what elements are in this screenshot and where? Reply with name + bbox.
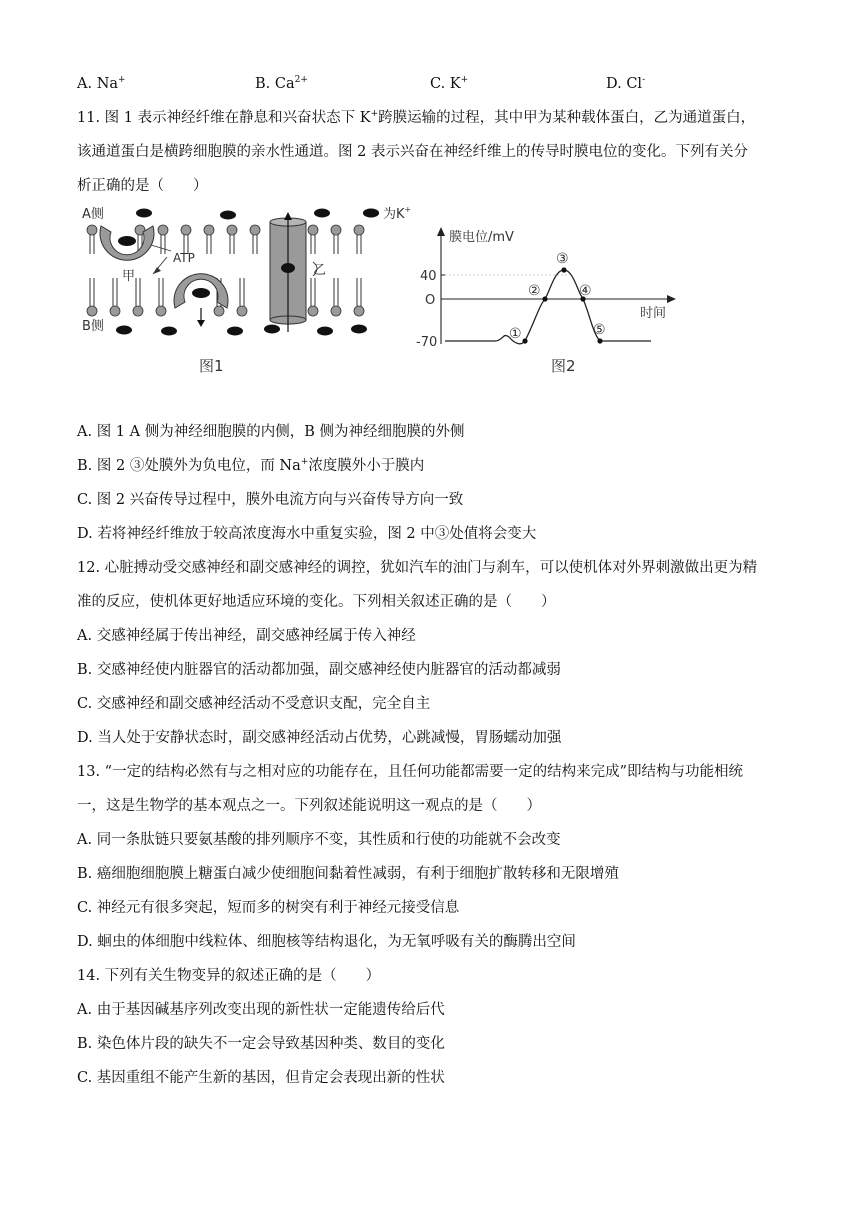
- q12-option-d: D. 当人处于安静状态时，副交感神经活动占优势，心跳减慢，胃肠蠕动加强: [77, 730, 562, 746]
- q11-stem-line-3: 析正确的是（ ）: [77, 178, 208, 194]
- marker-5: ⑤: [593, 322, 606, 338]
- x-axis-arrow-icon: [667, 295, 676, 303]
- q14-stem: 14. 下列有关生物变异的叙述正确的是（ ）: [77, 968, 381, 984]
- figure-1-caption: 图1: [199, 357, 224, 375]
- q11-option-c: C. 图 2 兴奋传导过程中，膜外电流方向与兴奋传导方向一致: [77, 492, 464, 508]
- q14-option-b: B. 染色体片段的缺失不一定会导致基因种类、数目的变化: [77, 1036, 445, 1052]
- q14-option-a: A. 由于基因碱基序列改变出现的新性状一定能遗传给后代: [77, 1002, 445, 1018]
- option-a-na: A. Na+: [77, 75, 126, 92]
- option-c-k: C. K+: [430, 75, 469, 92]
- legend-k-label: 为K+: [383, 205, 412, 222]
- q13-stem-line-2: 一，这是生物学的基本观点之一。下列叙述能说明这一观点的是（ ）: [77, 798, 541, 814]
- carrier-jia-label: 甲: [122, 269, 136, 284]
- q11-option-a: A. 图 1 A 侧为神经细胞膜的内侧，B 侧为神经细胞膜的外侧: [77, 424, 465, 440]
- marker-1: ①: [509, 326, 522, 342]
- figure-2-caption: 图2: [551, 357, 576, 375]
- q13-option-c: C. 神经元有很多突起，短而多的树突有利于神经元接受信息: [77, 900, 460, 916]
- option-d-cl: D. Cl-: [606, 75, 646, 92]
- side-a-label: A侧: [82, 207, 104, 222]
- figure-2-potential-graph: [416, 227, 676, 375]
- q12-option-b: B. 交感神经使内脏器官的活动都加强，副交感神经使内脏器官的活动都减弱: [77, 662, 561, 678]
- q11-option-b: B. 图 2 ③处膜外为负电位，而 Na+浓度膜外小于膜内: [77, 457, 425, 474]
- potential-curve: [445, 270, 651, 344]
- option-b-ca: B. $Ca^{2+}$: [255, 75, 308, 92]
- q13-option-a: A. 同一条肽链只要氨基酸的排列顺序不变，其性质和行使的功能就不会改变: [77, 832, 561, 848]
- q11-stem-line-1: 11. 图 1 表示神经纤维在静息和兴奋状态下 K+跨膜运输的过程，其中甲为某种载体蛋白，乙为通道蛋白，: [77, 109, 756, 126]
- y-axis-label: 膜电位/mV: [449, 230, 514, 245]
- marker-4: ④: [579, 283, 592, 299]
- marker-3: ③: [556, 251, 569, 267]
- marker-2: ②: [528, 283, 541, 299]
- x-axis-label: 时间: [640, 306, 667, 321]
- q12-option-c: C. 交感神经和副交感神经活动不受意识支配，完全自主: [77, 696, 431, 712]
- k-ion-legend-icon: [363, 209, 379, 218]
- y-axis-arrow-icon: [437, 227, 445, 236]
- q11-figures: [77, 196, 697, 381]
- tick-0: O: [425, 293, 436, 308]
- side-b-label: B侧: [82, 319, 104, 334]
- q12-option-a: A. 交感神经属于传出神经，副交感神经属于传入神经: [77, 628, 416, 644]
- q13-option-b: B. 癌细胞细胞膜上糖蛋白减少使细胞间黏着性减弱，有利于细胞扩散转移和无限增殖: [77, 866, 619, 882]
- tick-minus-70: -70: [416, 335, 438, 350]
- q11-stem-line-2: 该通道蛋白是横跨细胞膜的亲水性通道。图 2 表示兴奋在神经纤维上的传导时膜电位的变化。下列有关分: [77, 144, 748, 160]
- q12-stem-line-2: 准的反应，使机体更好地适应环境的变化。下列相关叙述正确的是（ ）: [77, 594, 556, 610]
- channel-yi-label: 乙: [313, 263, 327, 278]
- q13-stem-line-1: 13. “一定的结构必然有与之相对应的功能存在，且任何功能都需要一定的结构来完成”即结构与功能相统: [77, 764, 743, 780]
- q14-option-c: C. 基因重组不能产生新的基因，但肯定会表现出新的性状: [77, 1070, 445, 1086]
- q11-option-d: D. 若将神经纤维放于较高浓度海水中重复实验，图 2 中③处值将会变大: [77, 526, 537, 542]
- q12-stem-line-1: 12. 心脏搏动受交感神经和副交感神经的调控，犹如汽车的油门与刹车，可以使机体对外界刺激做出更为精: [77, 560, 758, 576]
- tick-40: 40: [420, 269, 437, 284]
- q13-option-d: D. 蛔虫的体细胞中线粒体、细胞核等结构退化，为无氧呼吸有关的酶腾出空间: [77, 934, 576, 950]
- atp-label: ATP: [173, 251, 195, 265]
- figure-1-membrane: [82, 205, 411, 375]
